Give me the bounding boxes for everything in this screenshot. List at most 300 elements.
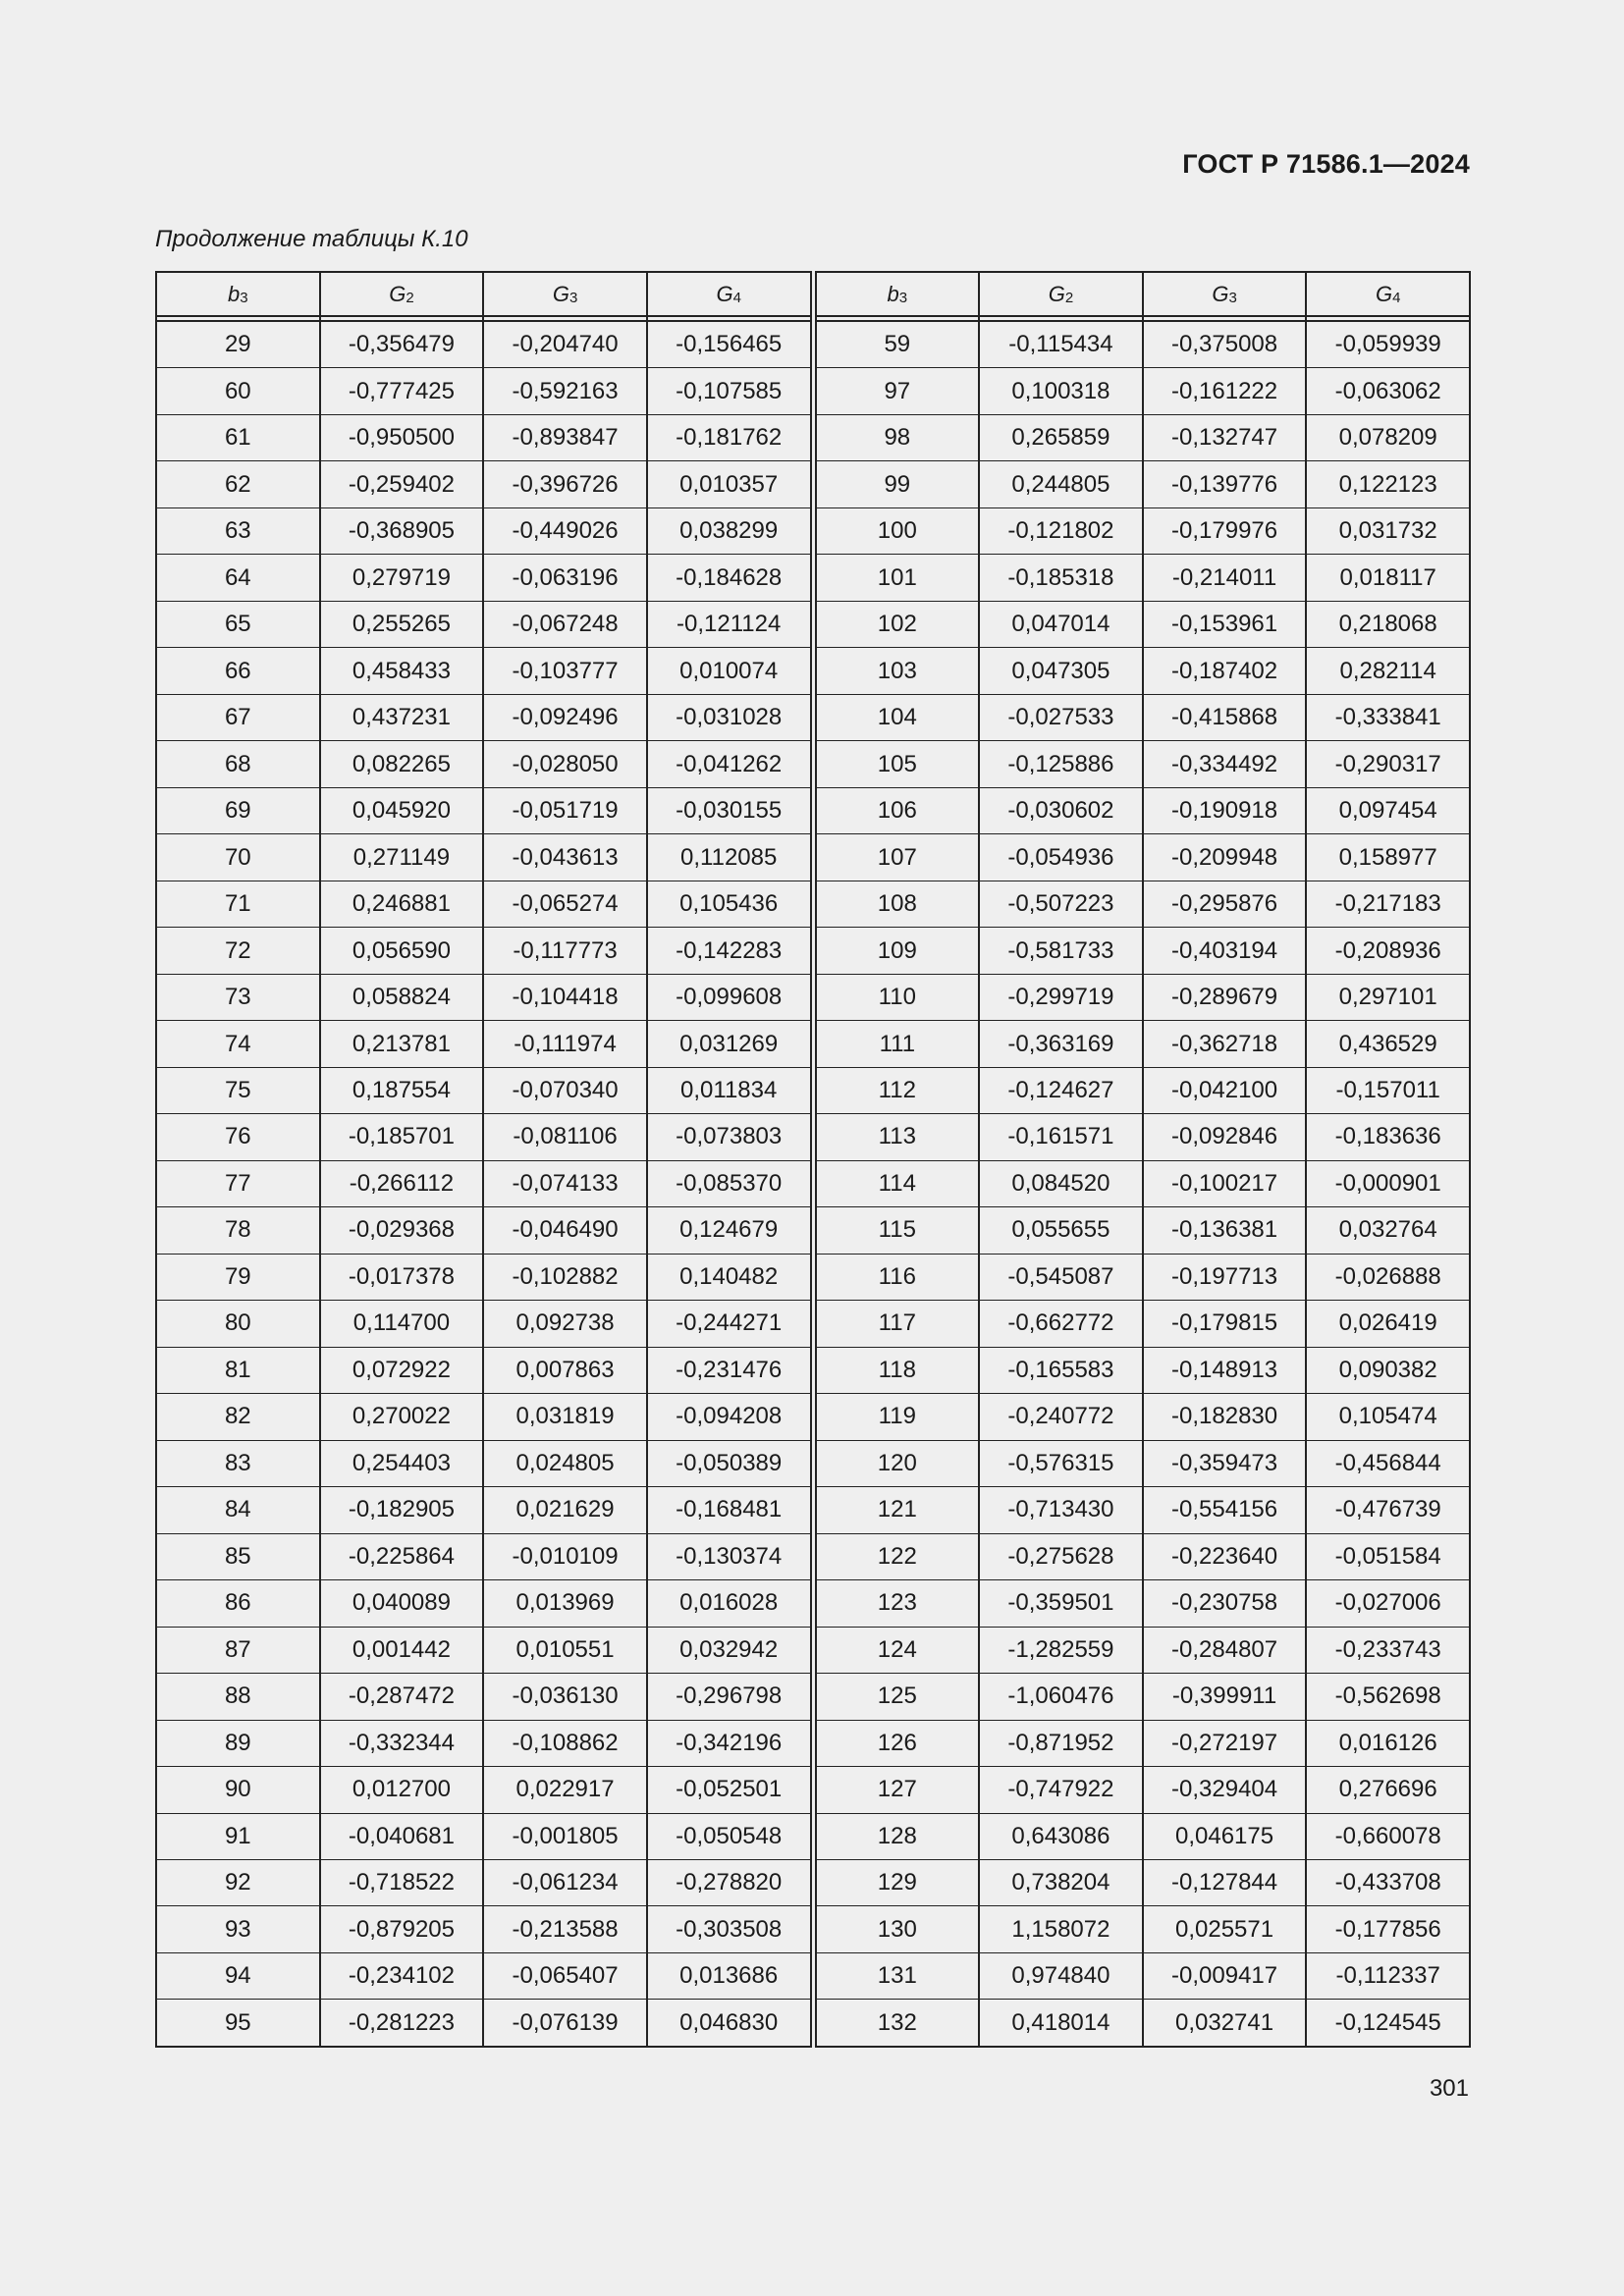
table-cell: 123 bbox=[877, 1589, 917, 1617]
table-cell: -0,161571 bbox=[978, 1114, 1142, 1159]
table-cell: 107 bbox=[877, 843, 917, 871]
table-cell: -0,124545 bbox=[1305, 2000, 1469, 2045]
table-cell: -0,027006 bbox=[1305, 1580, 1469, 1626]
table-cell: -0,121124 bbox=[646, 602, 810, 647]
table-cell: 90 bbox=[224, 1776, 251, 1803]
table-cell: 0,282114 bbox=[1305, 648, 1469, 693]
table-cell: 100 bbox=[877, 517, 917, 545]
table-cell: 0,072922 bbox=[319, 1348, 483, 1393]
table-cell: 0,436529 bbox=[1305, 1021, 1469, 1066]
table-cell: 0,244805 bbox=[978, 461, 1142, 507]
table-cell: -0,662772 bbox=[978, 1301, 1142, 1346]
table-body-left bbox=[157, 322, 810, 2046]
table-left-half bbox=[155, 271, 812, 2048]
table-cell: -0,214011 bbox=[1142, 555, 1306, 600]
table-cell: 108 bbox=[877, 890, 917, 918]
table-row bbox=[157, 1255, 810, 1301]
table-cell: 0,016028 bbox=[646, 1580, 810, 1626]
table-cell: -0,165583 bbox=[978, 1348, 1142, 1393]
table-cell: 110 bbox=[878, 984, 916, 1011]
table-row bbox=[157, 1628, 810, 1674]
table-cell: 119 bbox=[878, 1403, 916, 1430]
table-cell: 0,158977 bbox=[1305, 834, 1469, 880]
table-cell: -0,010109 bbox=[482, 1534, 646, 1579]
table-row bbox=[817, 1021, 1470, 1067]
table-cell: 0,011834 bbox=[646, 1068, 810, 1113]
table-cell: 0,031269 bbox=[646, 1021, 810, 1066]
table-row bbox=[157, 2000, 810, 2045]
table-cell: 93 bbox=[224, 1915, 251, 1943]
table-cell: -0,168481 bbox=[646, 1487, 810, 1532]
table-cell: 29 bbox=[224, 331, 251, 358]
table-cell: 132 bbox=[877, 2008, 917, 2036]
table-cell: 98 bbox=[884, 424, 911, 452]
table-cell: 79 bbox=[224, 1262, 251, 1290]
table-cell: -0,718522 bbox=[319, 1860, 483, 1905]
table-row bbox=[817, 928, 1470, 974]
table-cell: 0,418014 bbox=[978, 2000, 1142, 2045]
table-cell: -0,233743 bbox=[1305, 1628, 1469, 1673]
table-cell: -0,043613 bbox=[482, 834, 646, 880]
table-cell: -0,099608 bbox=[646, 975, 810, 1020]
table-cell: 131 bbox=[877, 1962, 917, 1990]
table-cell: 60 bbox=[224, 377, 251, 404]
table-cell: -0,182830 bbox=[1142, 1394, 1306, 1439]
table-cell: 97 bbox=[884, 377, 911, 404]
table-row bbox=[817, 648, 1470, 694]
table-cell: 121 bbox=[877, 1496, 917, 1523]
table-cell: -0,036130 bbox=[482, 1674, 646, 1719]
table-cell: -0,153961 bbox=[1142, 602, 1306, 647]
table-cell: 0,105436 bbox=[646, 881, 810, 927]
table-cell: 89 bbox=[224, 1729, 251, 1756]
table-cell: -0,111974 bbox=[482, 1021, 646, 1066]
table-cell: 80 bbox=[224, 1309, 251, 1337]
table-cell: -0,592163 bbox=[482, 368, 646, 413]
table-cell: 0,090382 bbox=[1305, 1348, 1469, 1393]
table-cell: -0,074133 bbox=[482, 1161, 646, 1206]
table-cell: 0,012700 bbox=[319, 1767, 483, 1812]
table-cell: 85 bbox=[224, 1542, 251, 1570]
table-cell: 0,022917 bbox=[482, 1767, 646, 1812]
table-cell: 101 bbox=[877, 563, 917, 591]
table-cell: -0,001805 bbox=[482, 1814, 646, 1859]
table-cell: -0,950500 bbox=[319, 415, 483, 460]
data-table bbox=[155, 271, 1471, 2048]
table-row bbox=[157, 1301, 810, 1347]
table-row bbox=[157, 1674, 810, 1720]
table-row bbox=[157, 1814, 810, 1860]
table-cell: -0,085370 bbox=[646, 1161, 810, 1206]
table-cell: 0,279719 bbox=[319, 555, 483, 600]
table-cell: 0,031819 bbox=[482, 1394, 646, 1439]
table-right-half bbox=[815, 271, 1472, 2048]
table-cell: -0,181762 bbox=[646, 415, 810, 460]
table-cell: -0,184628 bbox=[646, 555, 810, 600]
column-header-g2: G $_2$ bbox=[978, 273, 1142, 315]
table-cell: -0,230758 bbox=[1142, 1580, 1306, 1626]
table-cell: -0,777425 bbox=[319, 368, 483, 413]
table-row bbox=[817, 415, 1470, 461]
table-cell: -0,713430 bbox=[978, 1487, 1142, 1532]
table-cell: 84 bbox=[224, 1496, 251, 1523]
table-cell: 71 bbox=[224, 890, 251, 918]
table-cell: -0,125886 bbox=[978, 741, 1142, 786]
table-row bbox=[817, 741, 1470, 787]
table-row bbox=[157, 1953, 810, 2000]
table-cell: 128 bbox=[877, 1822, 917, 1849]
column-header-g2: G $_2$ bbox=[319, 273, 483, 315]
table-cell: -0,363169 bbox=[978, 1021, 1142, 1066]
table-cell: 118 bbox=[878, 1356, 916, 1383]
table-row bbox=[157, 461, 810, 507]
table-row bbox=[157, 695, 810, 741]
table-row bbox=[817, 1580, 1470, 1627]
table-row bbox=[157, 415, 810, 461]
table-row bbox=[157, 555, 810, 601]
table-cell: 111 bbox=[879, 1030, 916, 1057]
table-cell: 65 bbox=[224, 611, 251, 638]
table-cell: -0,272197 bbox=[1142, 1721, 1306, 1766]
table-row bbox=[157, 1207, 810, 1254]
table-cell: -0,040681 bbox=[319, 1814, 483, 1859]
table-cell: 127 bbox=[877, 1776, 917, 1803]
table-row bbox=[157, 1348, 810, 1394]
table-row bbox=[157, 1721, 810, 1767]
table-row bbox=[817, 1255, 1470, 1301]
table-cell: -0,204740 bbox=[482, 322, 646, 367]
table-cell: -0,368905 bbox=[319, 508, 483, 554]
table-cell: -0,156465 bbox=[646, 322, 810, 367]
table-cell: 0,254403 bbox=[319, 1441, 483, 1486]
table-cell: -0,375008 bbox=[1142, 322, 1306, 367]
table-row bbox=[817, 1114, 1470, 1160]
table-cell: 0,974840 bbox=[978, 1953, 1142, 1999]
table-row bbox=[817, 1860, 1470, 1906]
table-cell: -0,217183 bbox=[1305, 881, 1469, 927]
table-cell: 0,021629 bbox=[482, 1487, 646, 1532]
table-cell: -0,092496 bbox=[482, 695, 646, 740]
table-cell: -0,456844 bbox=[1305, 1441, 1469, 1486]
table-cell: -0,107585 bbox=[646, 368, 810, 413]
table-cell: -0,449026 bbox=[482, 508, 646, 554]
table-cell: 69 bbox=[224, 797, 251, 825]
table-cell: -0,054936 bbox=[978, 834, 1142, 880]
table-row bbox=[157, 368, 810, 414]
table-cell: -0,234102 bbox=[319, 1953, 483, 1999]
table-cell: 0,046830 bbox=[646, 2000, 810, 2045]
column-header-g4: G $_4$ bbox=[1305, 273, 1469, 315]
table-cell: 0,112085 bbox=[646, 834, 810, 880]
table-row bbox=[157, 1394, 810, 1440]
table-cell: 0,105474 bbox=[1305, 1394, 1469, 1439]
table-cell: 62 bbox=[224, 470, 251, 498]
table-cell: 0,032942 bbox=[646, 1628, 810, 1673]
table-row bbox=[817, 1487, 1470, 1533]
table-cell: -0,185701 bbox=[319, 1114, 483, 1159]
table-cell: -0,148913 bbox=[1142, 1348, 1306, 1393]
table-row bbox=[157, 1161, 810, 1207]
table-cell: -0,415868 bbox=[1142, 695, 1306, 740]
table-cell: -0,102882 bbox=[482, 1255, 646, 1300]
table-cell: -0,136381 bbox=[1142, 1207, 1306, 1253]
table-cell: 122 bbox=[877, 1542, 917, 1570]
table-row bbox=[817, 1906, 1470, 1952]
table-cell: -0,051584 bbox=[1305, 1534, 1469, 1579]
table-cell: -0,396726 bbox=[482, 461, 646, 507]
table-cell: -0,179815 bbox=[1142, 1301, 1306, 1346]
table-cell: 0,276696 bbox=[1305, 1767, 1469, 1812]
table-cell: -0,028050 bbox=[482, 741, 646, 786]
table-cell: 109 bbox=[877, 936, 917, 964]
table-cell: 0,018117 bbox=[1305, 555, 1469, 600]
table-cell: -0,225864 bbox=[319, 1534, 483, 1579]
table-cell: -0,284807 bbox=[1142, 1628, 1306, 1673]
table-cell: -0,065407 bbox=[482, 1953, 646, 1999]
table-row bbox=[817, 555, 1470, 601]
table-cell: 91 bbox=[224, 1822, 251, 1849]
table-cell: 0,032764 bbox=[1305, 1207, 1469, 1253]
table-cell: -0,112337 bbox=[1305, 1953, 1469, 1999]
header-row bbox=[157, 273, 810, 317]
table-row bbox=[817, 602, 1470, 648]
table-cell: 87 bbox=[224, 1635, 251, 1663]
table-cell: 0,032741 bbox=[1142, 2000, 1306, 2045]
table-cell: 0,045920 bbox=[319, 788, 483, 833]
table-cell: 0,271149 bbox=[319, 834, 483, 880]
table-cell: -0,073803 bbox=[646, 1114, 810, 1159]
table-cell: -0,041262 bbox=[646, 741, 810, 786]
table-cell: 120 bbox=[877, 1449, 917, 1476]
table-row bbox=[157, 648, 810, 694]
table-row bbox=[817, 1721, 1470, 1767]
table-cell: 0,038299 bbox=[646, 508, 810, 554]
page-number: 301 bbox=[1429, 2075, 1469, 2102]
table-cell: -0,104418 bbox=[482, 975, 646, 1020]
table-cell: -0,000901 bbox=[1305, 1161, 1469, 1206]
table-cell: -0,092846 bbox=[1142, 1114, 1306, 1159]
table-row bbox=[157, 1860, 810, 1906]
table-cell: 0,010551 bbox=[482, 1628, 646, 1673]
table-cell: -0,103777 bbox=[482, 648, 646, 693]
table-row bbox=[817, 461, 1470, 507]
table-cell: 78 bbox=[224, 1216, 251, 1244]
table-row bbox=[817, 695, 1470, 741]
table-cell: -0,029368 bbox=[319, 1207, 483, 1253]
table-cell: 117 bbox=[878, 1309, 916, 1337]
table-cell: -0,067248 bbox=[482, 602, 646, 647]
table-cell: -0,332344 bbox=[319, 1721, 483, 1766]
table-cell: 104 bbox=[877, 704, 917, 731]
table-row bbox=[157, 975, 810, 1021]
table-row bbox=[157, 1114, 810, 1160]
table-cell: -0,278820 bbox=[646, 1860, 810, 1905]
table-cell: 103 bbox=[877, 657, 917, 684]
table-cell: -0,081106 bbox=[482, 1114, 646, 1159]
table-cell: 0,124679 bbox=[646, 1207, 810, 1253]
table-cell: -0,026888 bbox=[1305, 1255, 1469, 1300]
table-cell: 115 bbox=[878, 1216, 916, 1244]
table-row bbox=[817, 508, 1470, 555]
table-cell: -0,213588 bbox=[482, 1906, 646, 1951]
table-cell: -0,281223 bbox=[319, 2000, 483, 2045]
table-row bbox=[817, 1814, 1470, 1860]
table-cell: 73 bbox=[224, 984, 251, 1011]
table-cell: -0,121802 bbox=[978, 508, 1142, 554]
column-header-g3: G $_3$ bbox=[482, 273, 646, 315]
table-row bbox=[157, 508, 810, 555]
table-cell: -0,050389 bbox=[646, 1441, 810, 1486]
table-cell: 0,738204 bbox=[978, 1860, 1142, 1905]
table-cell: -0,142283 bbox=[646, 928, 810, 973]
table-row bbox=[817, 1068, 1470, 1114]
table-cell: 0,007863 bbox=[482, 1348, 646, 1393]
table-cell: 72 bbox=[224, 936, 251, 964]
table-cell: 116 bbox=[878, 1262, 916, 1290]
table-cell: 95 bbox=[224, 2008, 251, 2036]
table-cell: -0,179976 bbox=[1142, 508, 1306, 554]
table-cell: 0,047014 bbox=[978, 602, 1142, 647]
table-cell: 81 bbox=[224, 1356, 251, 1383]
table-row bbox=[817, 1534, 1470, 1580]
table-cell: 106 bbox=[877, 797, 917, 825]
table-cell: 76 bbox=[224, 1123, 251, 1150]
table-cell: 0,097454 bbox=[1305, 788, 1469, 833]
table-cell: -0,581733 bbox=[978, 928, 1142, 973]
table-cell: -0,094208 bbox=[646, 1394, 810, 1439]
table-cell: -0,063062 bbox=[1305, 368, 1469, 413]
table-cell: -0,161222 bbox=[1142, 368, 1306, 413]
table-cell: -0,031028 bbox=[646, 695, 810, 740]
table-cell: -0,333841 bbox=[1305, 695, 1469, 740]
table-cell: 63 bbox=[224, 517, 251, 545]
column-header-b3: b $_3$ bbox=[887, 281, 908, 306]
table-cell: 0,458433 bbox=[319, 648, 483, 693]
table-cell: 102 bbox=[877, 611, 917, 638]
table-row bbox=[817, 1674, 1470, 1720]
table-cell: 82 bbox=[224, 1403, 251, 1430]
table-cell: 83 bbox=[224, 1449, 251, 1476]
table-row bbox=[817, 975, 1470, 1021]
table-cell: 130 bbox=[877, 1915, 917, 1943]
table-row bbox=[157, 1068, 810, 1114]
table-row bbox=[157, 741, 810, 787]
table-cell: 0,114700 bbox=[319, 1301, 483, 1346]
table-cell: -0,362718 bbox=[1142, 1021, 1306, 1066]
table-cell: -0,747922 bbox=[978, 1767, 1142, 1812]
table-cell: -0,576315 bbox=[978, 1441, 1142, 1486]
table-row bbox=[157, 1534, 810, 1580]
table-row bbox=[817, 1301, 1470, 1347]
table-cell: 0,078209 bbox=[1305, 415, 1469, 460]
table-cell: 0,122123 bbox=[1305, 461, 1469, 507]
table-cell: -0,554156 bbox=[1142, 1487, 1306, 1532]
table-body-right bbox=[817, 322, 1470, 2046]
table-row bbox=[817, 1441, 1470, 1487]
table-cell: -0,100217 bbox=[1142, 1161, 1306, 1206]
table-cell: -0,059939 bbox=[1305, 322, 1469, 367]
table-cell: 0,437231 bbox=[319, 695, 483, 740]
table-cell: 0,187554 bbox=[319, 1068, 483, 1113]
table-row bbox=[817, 788, 1470, 834]
table-cell: -0,893847 bbox=[482, 415, 646, 460]
table-cell: 0,213781 bbox=[319, 1021, 483, 1066]
table-cell: -0,545087 bbox=[978, 1255, 1142, 1300]
table-cell: 94 bbox=[224, 1962, 251, 1990]
table-cell: 0,025571 bbox=[1142, 1906, 1306, 1951]
table-cell: -1,060476 bbox=[978, 1674, 1142, 1719]
table-cell: -0,185318 bbox=[978, 555, 1142, 600]
table-cell: 0,056590 bbox=[319, 928, 483, 973]
table-cell: 0,218068 bbox=[1305, 602, 1469, 647]
table-cell: -0,132747 bbox=[1142, 415, 1306, 460]
table-cell: 0,265859 bbox=[978, 415, 1142, 460]
table-cell: 0,092738 bbox=[482, 1301, 646, 1346]
table-cell: 0,047305 bbox=[978, 648, 1142, 693]
table-cell: 112 bbox=[878, 1076, 916, 1103]
table-cell: 92 bbox=[224, 1869, 251, 1896]
table-cell: -0,183636 bbox=[1305, 1114, 1469, 1159]
table-cell: -0,052501 bbox=[646, 1767, 810, 1812]
table-cell: 66 bbox=[224, 657, 251, 684]
table-cell: -0,342196 bbox=[646, 1721, 810, 1766]
table-cell: 0,643086 bbox=[978, 1814, 1142, 1859]
table-cell: -0,562698 bbox=[1305, 1674, 1469, 1719]
table-cell: -0,190918 bbox=[1142, 788, 1306, 833]
table-cell: -0,127844 bbox=[1142, 1860, 1306, 1905]
table-cell: 70 bbox=[224, 843, 251, 871]
table-cell: 0,013686 bbox=[646, 1953, 810, 1999]
table-cell: -0,061234 bbox=[482, 1860, 646, 1905]
table-cell: -0,223640 bbox=[1142, 1534, 1306, 1579]
table-cell: 0,010357 bbox=[646, 461, 810, 507]
table-cell: -0,017378 bbox=[319, 1255, 483, 1300]
table-row bbox=[817, 1207, 1470, 1254]
header-row bbox=[817, 273, 1470, 317]
table-cell: -0,476739 bbox=[1305, 1487, 1469, 1532]
table-row bbox=[817, 1953, 1470, 2000]
table-cell: -0,660078 bbox=[1305, 1814, 1469, 1859]
table-row bbox=[817, 834, 1470, 881]
table-cell: -0,009417 bbox=[1142, 1953, 1306, 1999]
table-cell: 126 bbox=[877, 1729, 917, 1756]
table-cell: -0,287472 bbox=[319, 1674, 483, 1719]
table-row bbox=[157, 788, 810, 834]
table-cell: 124 bbox=[877, 1635, 917, 1663]
table-row bbox=[817, 1161, 1470, 1207]
table-cell: 0,013969 bbox=[482, 1580, 646, 1626]
table-cell: -0,042100 bbox=[1142, 1068, 1306, 1113]
table-cell: 59 bbox=[884, 331, 911, 358]
table-cell: -0,399911 bbox=[1142, 1674, 1306, 1719]
table-cell: 0,058824 bbox=[319, 975, 483, 1020]
table-cell: 114 bbox=[878, 1169, 916, 1197]
table-row bbox=[817, 2000, 1470, 2045]
table-cell: -0,197713 bbox=[1142, 1255, 1306, 1300]
table-cell: 129 bbox=[877, 1869, 917, 1896]
column-header-b3: b $_3$ bbox=[228, 281, 248, 306]
table-cell: 86 bbox=[224, 1589, 251, 1617]
table-cell: 113 bbox=[878, 1123, 916, 1150]
table-cell: 0,100318 bbox=[978, 368, 1142, 413]
table-row bbox=[157, 602, 810, 648]
table-row bbox=[817, 322, 1470, 368]
table-cell: 88 bbox=[224, 1682, 251, 1710]
column-header-g4: G $_4$ bbox=[646, 273, 810, 315]
table-cell: -0,299719 bbox=[978, 975, 1142, 1020]
table-cell: -0,063196 bbox=[482, 555, 646, 600]
table-row bbox=[157, 1487, 810, 1533]
